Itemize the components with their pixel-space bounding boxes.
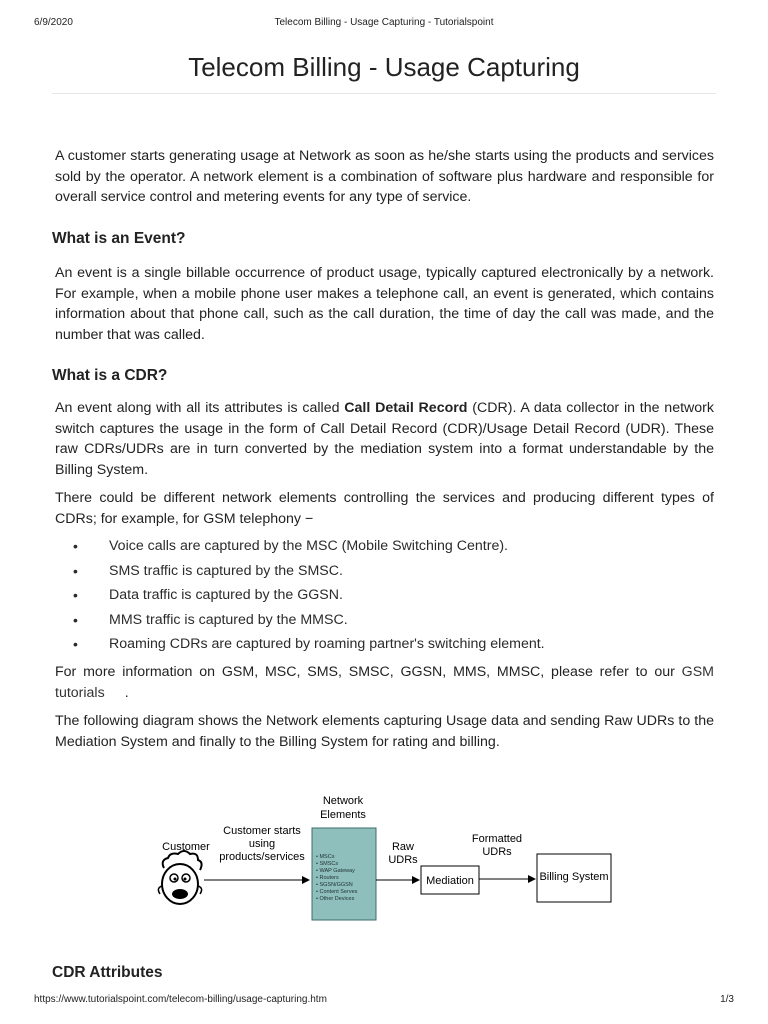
- list-item-text: MMS traffic is captured by the MMSC.: [109, 611, 348, 628]
- billing-system-label: Billing System: [539, 871, 609, 883]
- gsm-ref-prefix: For more information on GSM, MSC, SMS, SMSC, GGSN, MMS, MMSC, please refer to our: [55, 664, 682, 680]
- print-doc-title: Telecom Billing - Usage Capturing - Tutorialspoint: [274, 17, 494, 28]
- mediation-label: Mediation: [426, 875, 474, 887]
- cdr-bold-term: Call Detail Record: [344, 400, 468, 416]
- cdr-paragraph-1: [55, 398, 714, 480]
- intro-paragraph: A customer starts generating usage at Network as soon as he/she starts using the products and services sold by the operator. A network element is a combination of software plus hardware and responsible for overall service control and metering events for any type of service.: [55, 148, 714, 205]
- cdr-heading: What is a CDR?: [52, 367, 168, 384]
- usage-label-line1: Customer starts: [223, 825, 301, 837]
- list-item-text: Data traffic is captured by the GGSN.: [109, 587, 343, 603]
- network-item: • MSCs: [316, 854, 335, 860]
- raw-label-line1: Raw: [391, 841, 415, 853]
- bullet-icon: •: [73, 636, 78, 652]
- gsm-cdr-list: [55, 536, 714, 659]
- bullet-icon: •: [73, 538, 78, 554]
- print-header: [34, 17, 734, 31]
- list-item: [55, 634, 714, 659]
- raw-label-line2: UDRs: [388, 854, 418, 866]
- list-item-text: Roaming CDRs are captured by roaming partner's switching element.: [109, 636, 545, 652]
- network-item: • SMSCs: [316, 861, 339, 867]
- page-url: https://www.tutorialspoint.com/telecom-billing/usage-capturing.htm: [34, 994, 327, 1005]
- network-elements-box: [312, 828, 376, 920]
- list-item: [55, 536, 714, 561]
- page-title: Telecom Billing - Usage Capturing: [188, 52, 580, 82]
- diagram-canvas: [0, 780, 768, 940]
- network-item: • Routers: [316, 875, 339, 881]
- event-heading: What is an Event?: [52, 230, 186, 247]
- usage-label-line3: products/services: [219, 851, 305, 863]
- network-item: • SGSN/GGSN: [316, 882, 353, 888]
- event-paragraph: An event is a single billable occurrence of product usage, typically captured electronically by a network. For example, when a mobile phone user makes a telephone call, an event is generated, which contains information about that phone call, such as the call duration, the time of day the call was made, and the number that was called.: [55, 265, 714, 343]
- gsm-reference-paragraph: [55, 662, 714, 703]
- customer-label: Customer: [162, 841, 210, 853]
- bullet-icon: •: [73, 587, 78, 603]
- cdr-para1-prefix: An event along with all its attributes is called: [55, 400, 345, 416]
- cdr-paragraph-2: There could be different network elements controlling the services and producing different types of CDRs; for example, for GSM telephony −: [55, 490, 714, 527]
- list-item: [55, 585, 714, 610]
- network-label-line1: Network: [322, 795, 364, 807]
- diagram-intro-paragraph: The following diagram shows the Network elements capturing Usage data and sending Raw UDRs to the Mediation System and finally to the Billing System for rating and billing.: [55, 713, 714, 750]
- gsm-tutorials-link[interactable]: GSM tutorials: [55, 664, 714, 701]
- network-item: • Content Serves: [316, 889, 358, 895]
- customer-face-icon: [158, 851, 201, 904]
- formatted-label-line2: UDRs: [482, 846, 512, 858]
- formatted-label-line1: Formatted: [471, 833, 523, 845]
- title-divider: [52, 93, 716, 94]
- usage-capture-diagram: [0, 780, 768, 940]
- usage-label-line2: using: [248, 838, 276, 850]
- network-item: • Other Devices: [316, 896, 355, 902]
- network-item: • WAP Gateway: [316, 868, 355, 874]
- page-number: 1/3: [720, 994, 734, 1005]
- list-item: [55, 561, 714, 586]
- print-date: 6/9/2020: [34, 17, 73, 28]
- list-item: [55, 610, 714, 635]
- list-item-text: Voice calls are captured by the MSC (Mobile Switching Centre).: [109, 538, 509, 554]
- gsm-ref-suffix: .: [124, 684, 129, 701]
- cdr-attributes-heading: CDR Attributes: [52, 964, 163, 981]
- cdr-para1-suffix: (CDR). A data collector in the network switch captures the usage in the form of Call Detail Record (CDR)/Usage Detail Record (UDR). These raw CDRs/UDRs are in turn converted by the mediation system into a format understandable by the Billing System.: [55, 400, 714, 478]
- network-label-line2: Elements: [320, 809, 366, 821]
- list-item-text: SMS traffic is captured by the SMSC.: [109, 562, 343, 579]
- print-footer: [34, 994, 734, 1008]
- bullet-icon: •: [73, 611, 78, 628]
- bullet-icon: •: [73, 562, 78, 579]
